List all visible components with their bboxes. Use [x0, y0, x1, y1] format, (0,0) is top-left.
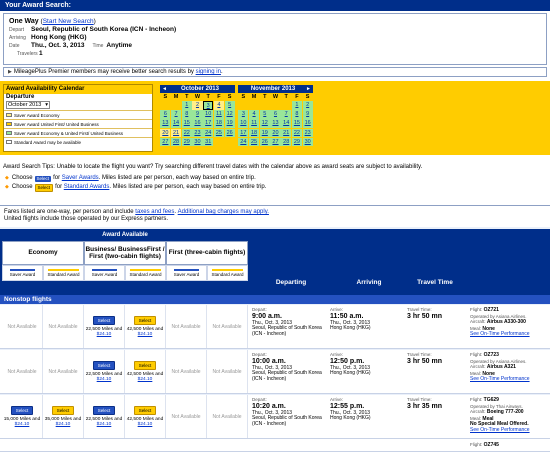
calendar-day[interactable]: 2: [192, 101, 202, 110]
arrival-info: Arrive: 11:50 a.m. Thu., Oct. 3, 2013 Hong Kong (HKG): [330, 307, 371, 331]
calendar-day[interactable]: 16: [304, 120, 311, 127]
calendar-day[interactable]: 29: [293, 138, 300, 145]
calendar-day[interactable]: 9: [303, 110, 313, 119]
calendar-day[interactable]: 18: [251, 129, 258, 136]
calendar-day[interactable]: 30: [304, 138, 311, 145]
calendar-day[interactable]: 25: [215, 129, 222, 136]
calendar-november: [238, 85, 313, 146]
flight-info: Flight: OZ721 Operated by Asiana Airlines. Aircraft: Airbus A330-300 Meal: None See On-Time Performance: [470, 307, 530, 337]
prev-month-icon[interactable]: ◄: [162, 86, 167, 92]
october-weekdays: S M T W T F S: [160, 93, 235, 101]
november-weekdays: S M T W T F S: [238, 93, 313, 101]
legend-swatch: [6, 122, 12, 126]
saver-award-header: Saver Award: [166, 265, 207, 281]
flight-row: [0, 395, 550, 439]
calendar-day[interactable]: 17: [205, 120, 212, 127]
time-value: Anytime: [106, 42, 133, 49]
calendar-october: [160, 85, 235, 146]
calendar-day[interactable]: 20: [162, 129, 169, 136]
date-value: Thu., Oct. 3, 2013: [31, 42, 85, 49]
travelers-label: Travelers: [17, 51, 38, 57]
calendar-day[interactable]: 28: [283, 138, 290, 145]
calendar-day[interactable]: 28: [173, 138, 180, 145]
fare-cell[interactable]: Select 15,000 Miles and $24.10: [2, 395, 43, 438]
calendar-day[interactable]: 27: [162, 138, 169, 145]
flight-info: Flight: OZ745: [470, 442, 499, 448]
calendar-day[interactable]: 4: [214, 101, 224, 110]
legend-item: Saver Award United First/ United Business: [4, 119, 152, 128]
saver-awards-link[interactable]: Saver Awards: [61, 175, 99, 181]
calendar-day[interactable]: 11: [249, 119, 259, 128]
fare-cell: Not Available: [207, 350, 248, 393]
fares-section: [0, 205, 550, 448]
diamond-icon: ◆: [5, 175, 9, 181]
tax-link[interactable]: $24.10: [14, 422, 30, 427]
calendar-day[interactable]: 10: [240, 120, 247, 127]
travel-time-info: Travel Time: 3 hr 50 mn: [407, 352, 443, 365]
calendar-day[interactable]: 25: [251, 138, 258, 145]
calendar-day[interactable]: 22: [183, 129, 190, 136]
award-search-tips: Award Search Tips: Unable to locate the flight you want? Try searching different travel dates with the calendar above as award seats are subject to availability. ◆ Choose Select for Saver Awards . Miles listed are per person, each way based on entire trip. ◆ Choose Select for Standard Awards . Miles listed are per person, each way based on entire trip.: [3, 163, 547, 192]
select-button[interactable]: Select: [134, 406, 157, 415]
tax-link[interactable]: $24.10: [96, 422, 112, 427]
flight-row: [0, 350, 550, 394]
calendar-day[interactable]: 27: [272, 138, 279, 145]
calendar-day[interactable]: 14: [173, 120, 180, 127]
standard-award-header: Standard Award: [125, 265, 166, 281]
calendar-day[interactable]: 1: [182, 101, 192, 110]
time-label: Time: [92, 43, 104, 49]
fare-table: [0, 229, 550, 448]
calendar-day[interactable]: 6: [160, 110, 170, 119]
flight-row: [0, 440, 550, 452]
fare-cell[interactable]: Select 35,000 Miles and $24.10: [43, 395, 84, 438]
calendar-day[interactable]: 31: [205, 138, 212, 145]
calendar-day[interactable]: 13: [162, 120, 169, 127]
select-button[interactable]: Select: [11, 406, 34, 415]
on-time-performance-link[interactable]: See On-Time Performance: [470, 426, 530, 433]
arrival-info: Arrive: 12:50 p.m. Thu., Oct. 3, 2013 Hong Kong (HKG): [330, 352, 371, 376]
mileageplus-note: ▶ MileagePlus Premier members may receive better search results by signing in.: [3, 67, 547, 77]
calendar-day[interactable]: 10: [205, 111, 212, 118]
legend-item: Saver Award Economy: [4, 110, 152, 119]
calendar-day[interactable]: 8: [182, 110, 192, 119]
arrive-value: Hong Kong (HKG): [31, 34, 87, 41]
fare-cell: Not Available: [166, 395, 207, 438]
calendar-day[interactable]: 21: [173, 129, 180, 136]
fare-note: Fares listed are one-way, per person and include taxes and fees. Additional bag charges may apply. United flights include those operated by our Express partners.: [0, 205, 550, 227]
departure-info: Depart: 9:00 a.m. Thu., Oct. 3, 2013 Seoul, Republic of South Korea (ICN - Incheon): [252, 307, 322, 337]
fare-cell: Not Available: [166, 305, 207, 348]
calendar-day[interactable]: 5: [260, 110, 270, 119]
diamond-icon: ◆: [5, 184, 9, 190]
october-title: October 2013: [180, 86, 219, 92]
nonstop-flights-header: Nonstop flights: [0, 295, 550, 304]
month-select[interactable]: October 2013 ▾: [8, 102, 48, 108]
fare-cell[interactable]: Select 22,500 Miles and $24.10: [84, 350, 125, 393]
tax-link[interactable]: $24.10: [55, 422, 71, 427]
availability-panel: [3, 84, 153, 152]
tax-link[interactable]: $24.10: [96, 332, 112, 337]
on-time-performance-link[interactable]: See On-Time Performance: [470, 376, 530, 382]
calendar-day[interactable]: 19: [261, 129, 268, 136]
fare-cell[interactable]: Select 42,500 Miles and $24.10: [125, 350, 166, 393]
calendar-day[interactable]: 26: [261, 138, 268, 145]
calendar-day[interactable]: 2: [303, 101, 313, 110]
select-button[interactable]: Select: [52, 406, 75, 415]
legend-swatch: [6, 113, 12, 117]
calendar-day[interactable]: 5: [225, 101, 235, 110]
chevron-down-icon: ▾: [45, 102, 48, 108]
select-button[interactable]: Select: [93, 361, 116, 370]
travel-time-header: Travel Time: [405, 279, 465, 286]
cabin-header: First (three-cabin flights): [166, 241, 248, 265]
calendar-day[interactable]: 20: [272, 129, 279, 136]
calendar-day[interactable]: 8: [292, 110, 302, 119]
flight-row: [0, 305, 550, 349]
departing-header: Departing: [252, 279, 330, 286]
select-button[interactable]: Select: [134, 361, 157, 370]
calendar-day[interactable]: 14: [283, 120, 290, 127]
fare-cell: Not Available: [207, 395, 248, 438]
fare-cell: Not Available: [43, 350, 84, 393]
start-new-search-link[interactable]: Start New Search: [42, 18, 94, 25]
tax-link[interactable]: $24.10: [137, 377, 153, 382]
tax-link[interactable]: $24.10: [96, 377, 112, 382]
search-summary: One Way (Start New Search) Depart Seoul, Republic of South Korea (ICN - Incheon) Arriving Hong Kong (HKG) Date Thu., Oct. 3, 2013 Time Anytime Travelers 1: [3, 13, 547, 65]
travel-time-info: Travel Time: 3 hr 35 mn: [407, 397, 443, 410]
standard-select-sample: Select: [35, 184, 54, 192]
fare-cell: Not Available: [43, 305, 84, 348]
calendar-day[interactable]: 15: [183, 120, 190, 127]
fare-cell: Not Available: [2, 305, 43, 348]
depart-value: Seoul, Republic of South Korea (ICN - Incheon): [31, 26, 177, 33]
calendar-title: Award Availability Calendar: [4, 85, 152, 94]
flight-info: Flight: TG629 Operated by Thai Airways. Aircraft: Boeing 777-200 Meal: Meal No Special Meal Offered. See On-Time Performance: [470, 397, 530, 433]
calendar-day[interactable]: 16: [194, 120, 201, 127]
legend-item: Standard Award may be available: [4, 137, 152, 146]
legend-item: Saver Award Economy & United First/ United Business: [4, 128, 152, 137]
october-days: [160, 101, 235, 146]
travel-time-info: Travel Time: 3 hr 50 mn: [407, 307, 443, 320]
signing-in-link[interactable]: signing in: [195, 69, 221, 75]
standard-award-header: Standard Award: [207, 265, 248, 281]
arriving-header: Arriving: [330, 279, 408, 286]
select-button[interactable]: Select: [93, 406, 116, 415]
on-time-performance-link[interactable]: See On-Time Performance: [470, 331, 530, 337]
fare-cell[interactable]: Select 22,500 Miles and $24.10: [84, 395, 125, 438]
calendar-day[interactable]: 22: [293, 129, 300, 136]
calendar-day[interactable]: 1: [292, 101, 302, 110]
fare-cell: Not Available: [166, 350, 207, 393]
calendar-day[interactable]: 18: [215, 120, 222, 127]
calendar-day[interactable]: 15: [293, 120, 300, 127]
calendar-day[interactable]: 24: [205, 129, 212, 136]
fare-cell: Not Available: [207, 305, 248, 348]
legend-swatch: [6, 131, 12, 135]
depart-label: Depart: [9, 27, 25, 33]
tax-link[interactable]: $24.10: [137, 332, 153, 337]
calendar-day[interactable]: 9: [192, 110, 202, 119]
next-month-icon[interactable]: ►: [306, 86, 311, 92]
fare-cell: Not Available: [2, 350, 43, 393]
travelers-value: 1: [39, 50, 43, 57]
legend-swatch: [6, 140, 12, 144]
award-calendar-section: [0, 81, 550, 155]
calendar-day[interactable]: 13: [272, 120, 279, 127]
calendar-day[interactable]: 23: [194, 129, 201, 136]
saver-select-sample: Select: [36, 175, 50, 181]
calendar-day[interactable]: 12: [226, 111, 233, 118]
flight-info: Flight: OZ723 Operated by Asiana Airlines. Aircraft: Airbus A321 Meal: None See On-Time Performance: [470, 352, 530, 382]
calendar-day[interactable]: 24: [240, 138, 247, 145]
calendar-day[interactable]: 19: [226, 120, 233, 127]
standard-awards-link[interactable]: Standard Awards: [63, 184, 110, 190]
calendar-day[interactable]: 17: [240, 129, 247, 136]
calendar-day[interactable]: 6: [270, 110, 280, 119]
calendar-day[interactable]: 7: [171, 110, 181, 119]
calendar-day[interactable]: 7: [281, 110, 291, 119]
saver-award-header: Saver Award: [2, 265, 43, 281]
tax-link[interactable]: $24.10: [137, 422, 153, 427]
departure-label: Departure: [6, 94, 35, 100]
calendar-day[interactable]: 12: [261, 120, 268, 127]
calendar-legend: [4, 110, 152, 146]
fare-cell[interactable]: Select 42,500 Miles and $24.10: [125, 305, 166, 348]
calendar-day[interactable]: 3: [238, 110, 248, 119]
page-header: Your Award Search:: [0, 0, 550, 11]
arrive-label: Arriving: [9, 35, 26, 41]
taxes-fees-link[interactable]: taxes and fees: [135, 209, 175, 215]
fare-cell[interactable]: Select 42,500 Miles and $24.10: [125, 395, 166, 438]
arrival-info: Arrive: 12:55 p.m. Thu., Oct. 3, 2013 Hong Kong (HKG): [330, 397, 371, 421]
november-days: [238, 101, 313, 146]
bag-charges-link[interactable]: Additional bag charges may apply.: [177, 209, 269, 215]
calendar-day[interactable]: 29: [183, 138, 190, 145]
triangle-right-icon: ▶: [8, 69, 12, 75]
cabin-header: Economy: [2, 241, 84, 265]
cabin-header: Business/ BusinessFirst / First (two-cabin flights): [84, 241, 166, 265]
tips-text: Award Search Tips: Unable to locate the flight you want? Try searching different travel dates with the calendar above as award seats are subject to availability.: [3, 164, 423, 170]
date-label: Date: [9, 43, 20, 49]
calendar-day[interactable]: 21: [283, 129, 290, 136]
calendar-day[interactable]: 4: [249, 110, 259, 119]
calendar-day[interactable]: 26: [226, 129, 233, 136]
november-title: November 2013: [250, 86, 296, 92]
select-button[interactable]: Select: [93, 316, 116, 325]
standard-award-header: Standard Award: [43, 265, 84, 281]
saver-award-header: Saver Award: [84, 265, 125, 281]
award-available-header: Award Available: [0, 230, 250, 240]
calendar-day[interactable]: 11: [214, 110, 224, 119]
departure-info: Depart: 10:20 a.m. Thu., Oct. 3, 2013 Seoul, Republic of South Korea (ICN - Incheon): [252, 397, 322, 427]
calendar-day[interactable]: 3: [203, 101, 213, 110]
fare-cell[interactable]: Select 22,500 Miles and $24.10: [84, 305, 125, 348]
trip-type: One Way: [9, 18, 39, 25]
calendar-day[interactable]: 30: [194, 138, 201, 145]
departure-info: Depart: 10:00 a.m. Thu., Oct. 3, 2013 Seoul, Republic of South Korea (ICN - Incheon): [252, 352, 322, 382]
select-button[interactable]: Select: [134, 316, 157, 325]
calendar-day[interactable]: 23: [304, 129, 311, 136]
